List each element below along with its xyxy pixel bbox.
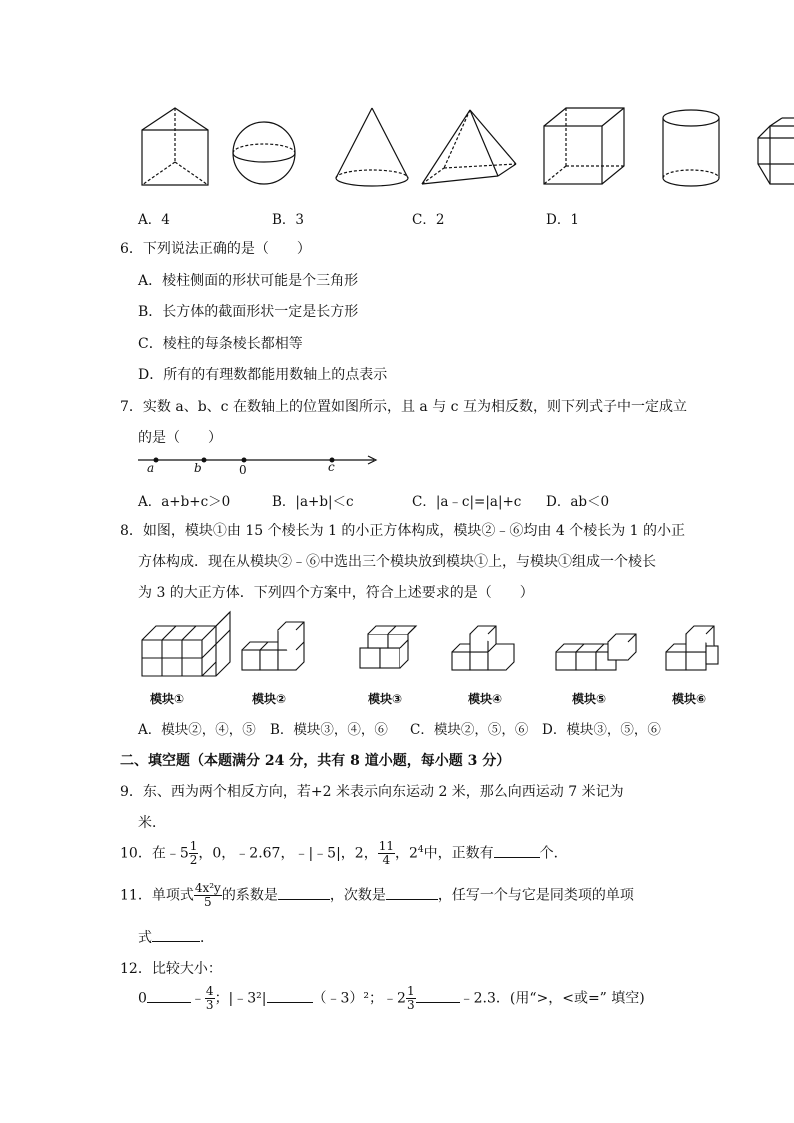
q12-part3: ；|﹣3²|	[214, 990, 267, 1007]
pyramid-figure	[422, 110, 516, 184]
q10-prefix: 10．在﹣5	[120, 845, 189, 862]
q10-tail2: 中，正数有	[423, 845, 494, 862]
q11-mid2: ，次数是	[329, 887, 386, 904]
q8-stem-line3: 为 3 的大正方体．下列四个方案中，符合上述要求的是（ ）	[138, 585, 534, 601]
point-a	[154, 458, 159, 463]
cylinder-figure	[663, 110, 719, 186]
number-line	[136, 450, 386, 480]
q11-line2	[138, 927, 214, 947]
axis-label-c: c	[328, 460, 335, 474]
cube-figure	[544, 108, 624, 184]
q10-line	[120, 840, 568, 867]
q12-blank-1[interactable]	[147, 990, 191, 1003]
q8-option-b: B．模块③，④，⑥	[270, 722, 388, 738]
triangular-prism-figure	[142, 108, 208, 185]
q8-option-c: C．模块②，⑤，⑥	[410, 722, 529, 738]
q7-option-c: C．|a﹣c|=|a|+c	[412, 494, 522, 510]
q9-line2: 米．	[138, 815, 166, 831]
q5-option-a: A．4	[138, 212, 170, 228]
q5-option-d: D．1	[546, 212, 579, 228]
q10-end: 个．	[539, 845, 568, 862]
module-3-shape	[360, 626, 416, 668]
q12-fraction-2: $\frac{1}{3}$	[406, 984, 415, 1012]
q11-mid3: ，任写一个与它是同类项的单项	[437, 887, 634, 904]
q11-line1	[120, 882, 634, 909]
module-1-shape	[142, 612, 230, 676]
module-5-shape	[556, 634, 636, 670]
q8-option-d: D．模块③，⑤，⑥	[542, 722, 661, 738]
module-4-shape	[452, 626, 514, 670]
q10-blank[interactable]	[494, 845, 540, 858]
block-label-6: 模块⑥	[672, 692, 707, 706]
point-b	[202, 458, 207, 463]
q10-fraction-2: $\frac{11}{4}$	[378, 839, 394, 867]
hexagonal-prism-figure	[758, 118, 794, 184]
section2-title: 二、填空题（本题满分 24 分，共有 8 道小题，每小题 3 分）	[120, 753, 511, 769]
axis-label-b: b	[194, 461, 202, 475]
axis-label-a: a	[147, 461, 155, 475]
module-6-shape	[666, 626, 718, 670]
q12-part4: （﹣3）²；﹣2	[312, 990, 406, 1007]
q12-part2: ﹣	[190, 990, 205, 1007]
q10-fraction-1: $\frac{1}{2}$	[189, 839, 198, 867]
block-label-4: 模块④	[468, 692, 503, 706]
q11-blank-coefficient[interactable]	[278, 887, 330, 900]
q11-mid: 的系数是	[221, 887, 278, 904]
q11-fraction: $\frac{\text{4x²y}}{5}$	[194, 881, 221, 909]
q10-tail: ，2	[394, 845, 418, 862]
q8-option-a: A．模块②，④，⑤	[138, 722, 256, 738]
q11-blank-degree[interactable]	[386, 887, 438, 900]
q6-option-b: B．长方体的截面形状一定是长方形	[138, 304, 359, 320]
block-label-2: 模块②	[252, 692, 287, 706]
module-2-shape	[242, 622, 304, 670]
cube-modules-figure	[138, 612, 738, 692]
q6-stem: 6．下列说法正确的是（ ）	[120, 241, 311, 257]
q5-option-c: C．2	[412, 212, 445, 228]
q6-option-c: C．棱柱的每条棱长都相等	[138, 336, 303, 352]
q7-stem-line2: 的是（ ）	[138, 430, 222, 446]
block-label-5: 模块⑤	[572, 692, 607, 706]
q12-line	[138, 985, 645, 1012]
q10-mid: ，0，﹣2.67，﹣|﹣5|，2，	[198, 845, 378, 862]
q7-option-b: B．|a+b|＜c	[272, 494, 354, 510]
q7-option-d: D．ab＜0	[546, 494, 610, 510]
q11-line2-text: 式	[138, 930, 152, 946]
q8-stem-line1: 8．如图，模块①由 15 个棱长为 1 的小正方体构成，模块②﹣⑥均由 4 个棱长为 1 的小正	[120, 523, 686, 539]
q9-line1: 9．东、西为两个相反方向，若+2 米表示向东运动 2 米，那么向西运动 7 米记为	[120, 784, 624, 800]
q12-part1: 0	[138, 990, 147, 1007]
q5-option-b: B．3	[272, 212, 305, 228]
block-label-3: 模块③	[368, 692, 403, 706]
q12-blank-3[interactable]	[416, 990, 460, 1003]
q8-stem-line2: 方体构成．现在从模块②﹣⑥中选出三个模块放到模块①上，与模块①组成一个棱长	[138, 554, 656, 570]
axis-label-0: 0	[239, 463, 247, 477]
q10-exponent: 4	[417, 844, 424, 855]
q12-fraction-1: $\frac{4}{3}$	[205, 984, 214, 1012]
q12-part5: ﹣2.3．(用“>，<或=” 填空)	[459, 990, 645, 1007]
q11-end: ．	[200, 930, 214, 946]
q6-option-d: D．所有的有理数都能用数轴上的点表示	[138, 367, 388, 383]
q6-option-a: A．棱柱侧面的形状可能是个三角形	[138, 273, 359, 289]
q7-option-a: A．a+b+c＞0	[138, 494, 231, 510]
block-label-1: 模块①	[150, 692, 185, 706]
point-0	[242, 458, 247, 463]
cone-figure	[336, 108, 408, 186]
q11-prefix: 11．单项式	[120, 887, 194, 904]
q12-blank-2[interactable]	[267, 990, 313, 1003]
q12-stem: 12．比较大小：	[120, 961, 222, 977]
solid-figures	[130, 100, 794, 200]
q7-stem-line1: 7．实数 a、b、c 在数轴上的位置如图所示，且 a 与 c 互为相反数，则下列式子中一定成立	[120, 399, 687, 415]
q11-blank-monomial[interactable]	[152, 929, 200, 942]
sphere-figure	[233, 122, 295, 184]
